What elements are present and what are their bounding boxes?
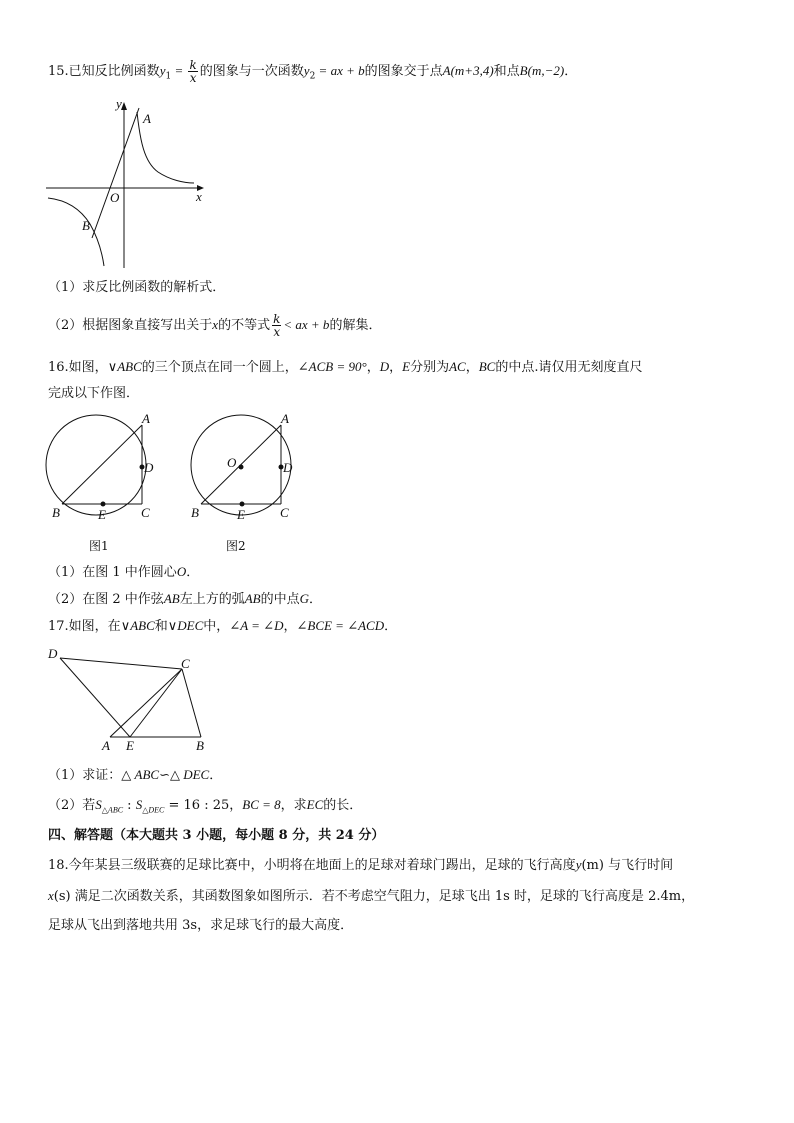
chord-ab (62, 425, 142, 504)
q18-line3: 足球从飞出到落地共用 3s，求足球飞行的最大高度． (48, 918, 354, 933)
q17-l1d: ， (283, 619, 297, 634)
fig2-caption: 图2 (226, 539, 246, 553)
fig1-caption: 图1 (89, 539, 109, 553)
q16-p2a: （2）在图 2 中作弦 (48, 592, 164, 607)
q15-part2-num: k (273, 312, 281, 326)
fig2-label-e: E (237, 507, 245, 522)
q15-label-x: x (196, 189, 202, 204)
q17-ec: EC (306, 797, 324, 812)
q15-text-a: 15.已知反比例函数 (48, 64, 160, 79)
q15-text-c: 的图象交于点 (364, 64, 443, 79)
segment-dc (60, 658, 182, 669)
q15-frac-num: k (189, 58, 197, 72)
q16-l1e: 分别为 (410, 360, 450, 375)
q15-part2-d: 的解集． (329, 318, 382, 333)
q17-sub-dec: △DEC (142, 805, 165, 815)
q17-line1 (48, 617, 397, 636)
q16-l1g: 的中点.请仅用无刻度直尺 (495, 360, 643, 375)
q17-colon: : (123, 798, 136, 813)
q17-part1 (48, 766, 222, 785)
q18-x: x (48, 888, 54, 903)
q15-frac-den: x (189, 71, 197, 85)
line-y2 (92, 108, 139, 238)
q16-l1f: ， (465, 360, 479, 375)
q15-point-b: B(m,−2) (519, 63, 565, 78)
point-o (239, 465, 244, 470)
q17-label-c: C (181, 656, 190, 671)
q16-e: E (402, 359, 411, 374)
q15-sub1: 1 (165, 71, 172, 82)
q16-part2 (48, 590, 322, 609)
q17-l1c: 中， (203, 619, 230, 634)
q17-ratio: = 16 : 25 (164, 798, 230, 813)
segment-ce (130, 669, 182, 737)
segment-ca (110, 669, 182, 737)
q16-p2g: G (299, 591, 310, 606)
y-arrow-icon (121, 102, 127, 110)
segment-de (60, 658, 130, 737)
point-e (101, 502, 106, 507)
fig1-label-b: B (52, 505, 60, 520)
q15-y2: y (303, 63, 310, 78)
q16-l1b: 的三个顶点在同一个圆上， (141, 360, 298, 375)
q17-l1a: 17.如图，在 (48, 619, 121, 634)
fig2-label-o: O (227, 455, 237, 470)
fig2-label-c: C (280, 505, 289, 520)
q16-p1b: ． (186, 565, 200, 580)
q17-p2c: ，求 (280, 798, 307, 813)
q18-l1b: (m) 与飞行时间 (581, 858, 674, 873)
q16-l1a: 16.如图， (48, 360, 108, 375)
q15-statement (48, 59, 577, 86)
q15-part2-b: 的不等式 (218, 318, 271, 333)
q17-cond2: ∠BCE = ∠ACD (296, 618, 385, 633)
q17-p2a: （2）若 (48, 798, 96, 813)
q18-line1 (48, 856, 673, 875)
q16-angle: ∠ACB = 90° (297, 359, 367, 374)
q16-figure-1 (46, 412, 176, 522)
q15-part2-x: x (212, 317, 219, 332)
q17-cond1: ∠A = ∠D (229, 618, 284, 633)
q15-part2 (48, 313, 381, 338)
fig1-label-c: C (141, 505, 150, 520)
q15-part2-a: （2）根据图象直接写出关于 (48, 318, 213, 333)
q15-label-o: O (110, 190, 120, 205)
fig1-label-d: D (144, 460, 154, 475)
q16-p2c: 的中点 (260, 592, 300, 607)
q15-label-y: y (116, 96, 122, 111)
q16-p2b: 左上方的弧 (179, 592, 245, 607)
q15-part2-den: x (273, 325, 281, 339)
q17-sub-abc: △ABC (101, 805, 124, 815)
q18-line2 (48, 887, 694, 906)
q17-p1a: （1）求证： (48, 768, 122, 783)
q17-tri2: ∨DEC (167, 618, 204, 633)
q17-s1: S (95, 797, 102, 812)
q15-label-a: A (143, 111, 151, 126)
q15-eq2: = ax + b (315, 63, 365, 78)
fig1-label-a: A (142, 411, 150, 426)
q17-label-e: E (126, 738, 134, 753)
q16-l1c: ， (366, 360, 380, 375)
fig2-label-a: A (281, 411, 289, 426)
q15-part2-c: < ax + b (283, 317, 330, 332)
fig2-label-d: D (283, 460, 293, 475)
q17-label-d: D (48, 646, 58, 661)
q17-tri1: ∨ABC (120, 618, 155, 633)
q16-bc: BC (478, 359, 496, 374)
fig1-label-e: E (98, 507, 106, 522)
q15-fraction (188, 59, 197, 84)
q17-label-b: B (196, 738, 204, 753)
q15-eq1: = (171, 63, 187, 78)
q17-p1b: ． (209, 768, 223, 783)
q16-line2: 完成以下作图． (48, 386, 140, 401)
q16-line1 (48, 358, 643, 377)
q15-y1: y (159, 63, 166, 78)
q15-end: ． (564, 64, 578, 79)
q17-l1e: ． (384, 619, 398, 634)
fig2-label-b: B (191, 505, 199, 520)
q16-p2ab2: AB (244, 591, 261, 606)
q17-p1-sim: △ ABC∽△ DEC (121, 767, 210, 782)
q15-sub2: 2 (309, 71, 316, 82)
q17-label-a: A (102, 738, 110, 753)
q15-text-b: 的图象与一次函数 (199, 64, 304, 79)
q17-p2d: 的长． (323, 798, 363, 813)
q17-l1b: 和 (154, 619, 168, 634)
q18-y: y (575, 857, 582, 872)
q15-part1: （1）求反比例函数的解析式． (48, 280, 226, 295)
q15-label-b: B (82, 218, 90, 233)
q17-p2b: ， (229, 798, 243, 813)
section-4-heading: 四、解答题（本大题共 3 小题，每小题 8 分，共 24 分） (48, 828, 385, 843)
q15-point-a: A(m+3,4) (442, 63, 494, 78)
q17-part2 (48, 796, 362, 820)
q18-l2a: (s) 满足二次函数关系，其函数图象如图所示．若不考虑空气阻力，足球飞出 1s 时，足球的飞行高度是 2.4m， (53, 889, 695, 904)
q16-figure-2 (185, 412, 315, 522)
q17-s2: S (135, 797, 143, 812)
q15-text-d: 和点 (493, 64, 520, 79)
q16-p1o: O (176, 564, 187, 579)
segment-cb (182, 669, 201, 737)
q16-tri: ∨ABC (107, 359, 142, 374)
q16-l1d: ， (389, 360, 403, 375)
q18-l1a: 18.今年某县三级联赛的足球比赛中，小明将在地面上的足球对着球门踢出，足球的飞行高度 (48, 858, 576, 873)
circle (46, 415, 146, 515)
q17-figure (46, 644, 216, 754)
q16-p2d: ． (309, 592, 323, 607)
q16-d: D (379, 359, 390, 374)
q15-graph (46, 96, 206, 270)
q16-p2ab: AB (163, 591, 180, 606)
q16-p1a: （1）在图 1 中作圆心 (48, 565, 177, 580)
q16-part1 (48, 563, 199, 582)
q15-part2-fraction (272, 313, 281, 338)
hyperbola-branch-2 (48, 198, 104, 266)
point-e (240, 502, 245, 507)
q16-ac: AC (449, 359, 466, 374)
q17-bc: BC = 8 (242, 797, 281, 812)
